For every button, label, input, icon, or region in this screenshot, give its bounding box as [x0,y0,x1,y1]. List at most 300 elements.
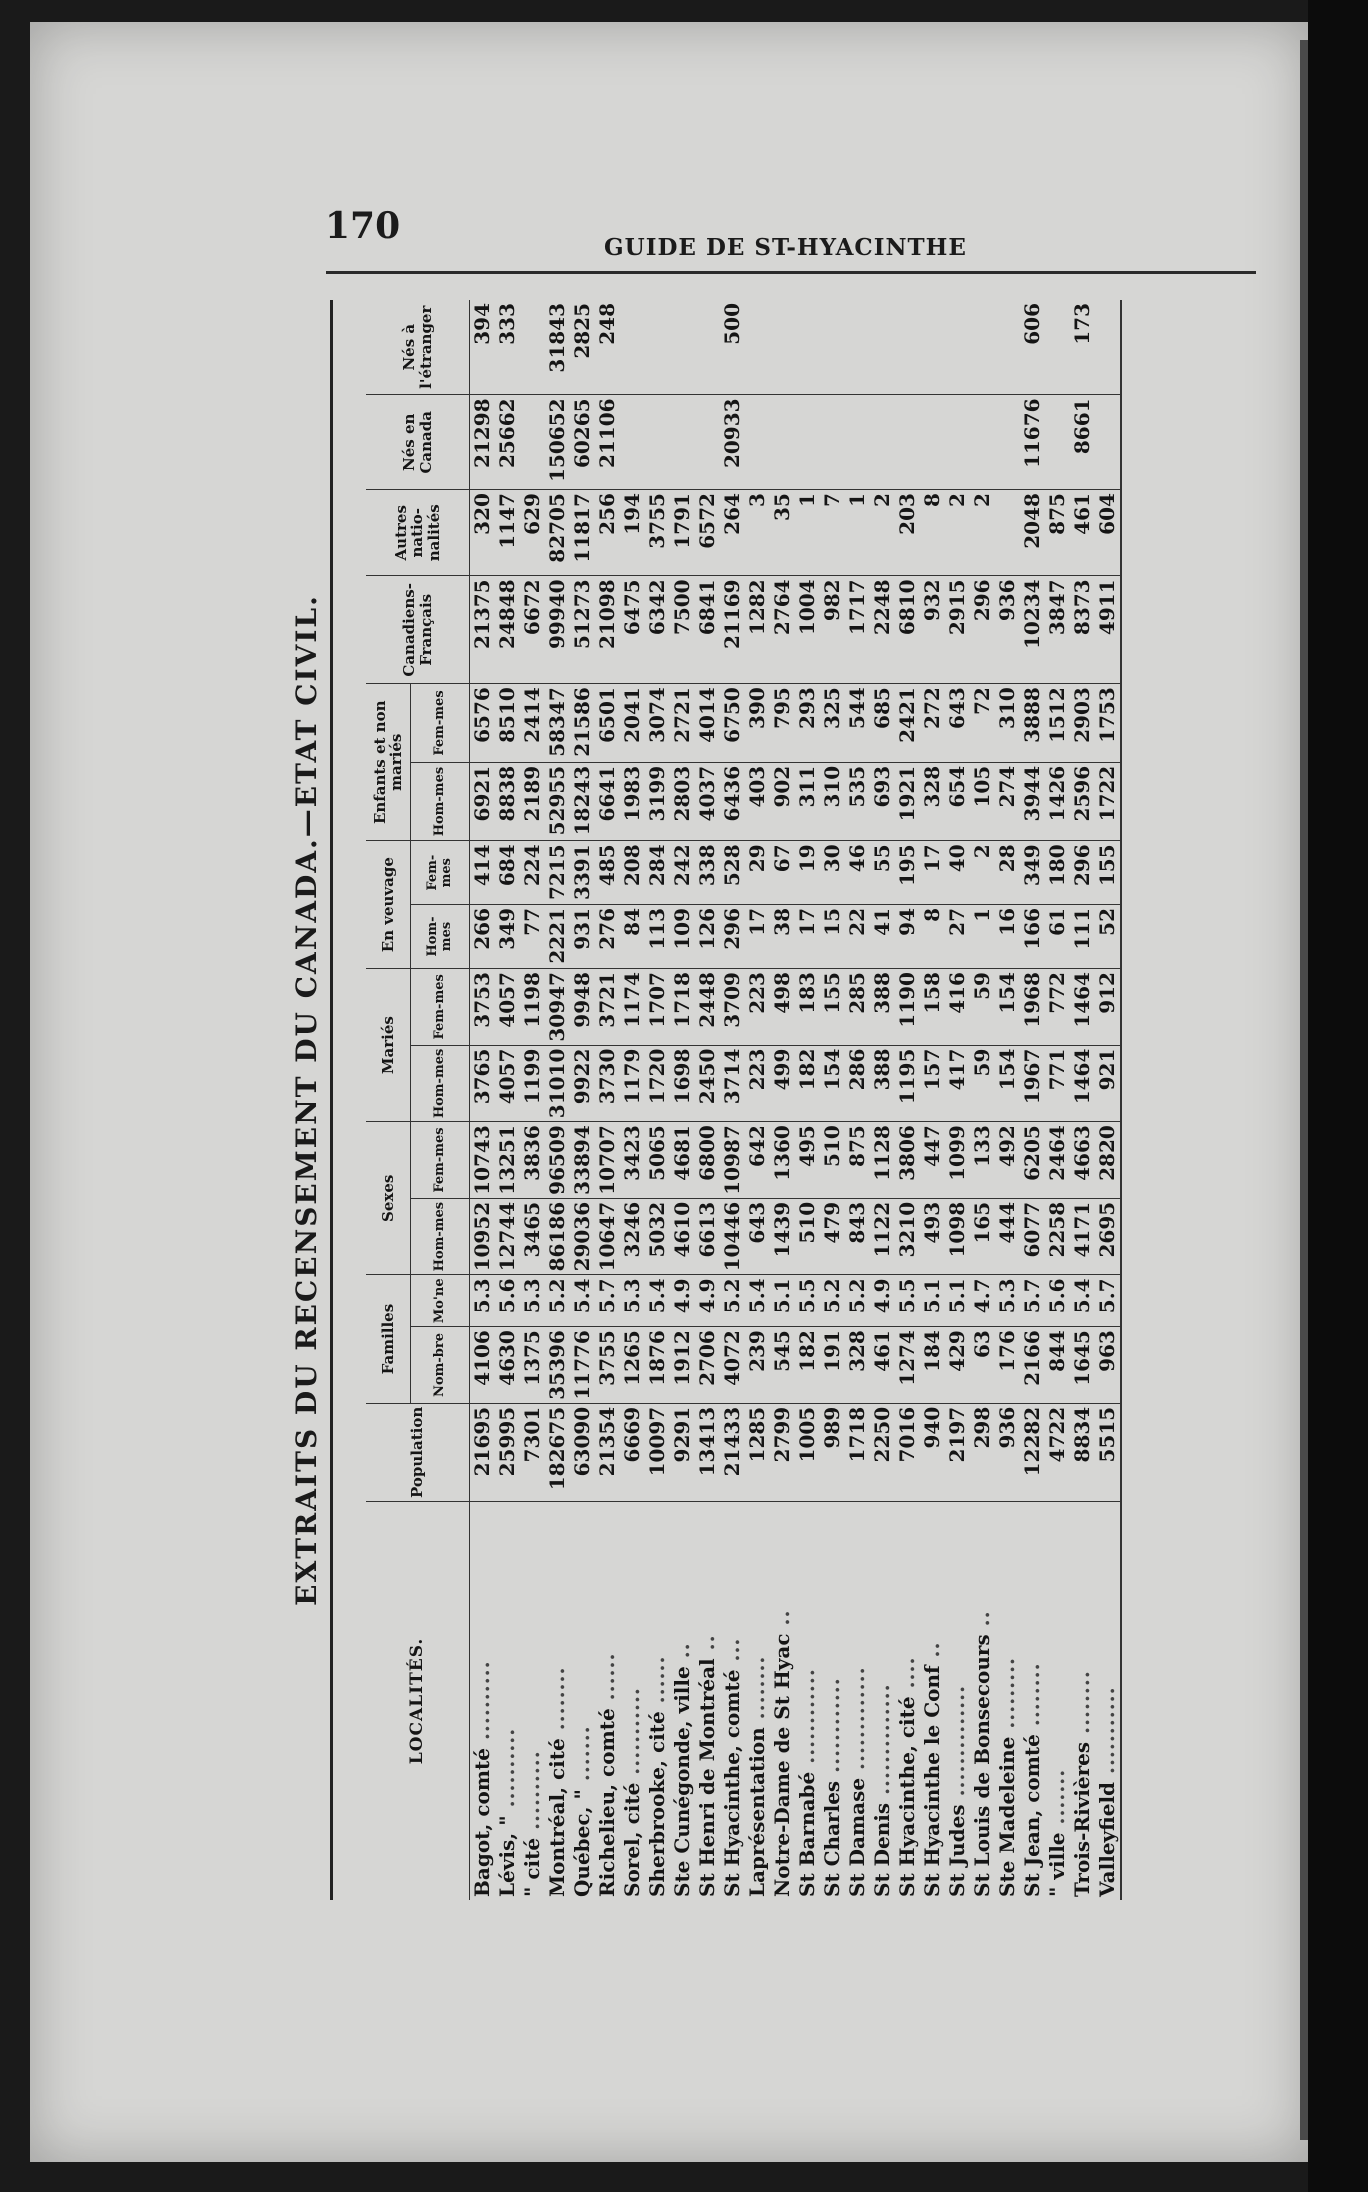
cell-familles-moyenne: 5.2 [720,1275,745,1327]
cell-population: 21433 [720,1403,745,1501]
cell-population: 4722 [1045,1403,1070,1501]
cell-sexes-hommes: 3465 [520,1198,545,1275]
cell-maries-hommes: 1698 [670,1045,695,1122]
cell-sexes-hommes: 10647 [595,1198,620,1275]
cell-autres-nationalites: 6572 [695,490,720,576]
cell-sexes-femmes: 875 [845,1122,870,1199]
census-table [366,300,1122,1900]
cell-sexes-femmes: 10743 [470,1122,496,1199]
table-row [770,300,795,1900]
cell-veuvage-femmes: 40 [945,841,970,905]
cell-familles-moyenne: 5.4 [1070,1275,1095,1327]
cell-localite: St Damase ............. [845,1666,869,1897]
cell-familles-moyenne: 4.7 [970,1275,995,1327]
cell-canadiens-francais: 4911 [1095,576,1121,684]
cell-maries-femmes: 3753 [470,969,496,1046]
cell-nes-etranger [745,300,770,395]
cell-veuvage-hommes: 17 [795,904,820,968]
cell-canadiens-francais: 21098 [595,576,620,684]
cell-familles-moyenne: 4.9 [695,1275,720,1327]
dot-leader: .. [695,1634,719,1659]
cell-enfants-hommes: 3944 [1020,762,1045,841]
header-nes-etranger: Nés à l'étranger [366,300,470,395]
cell-nes-etranger: 248 [595,300,620,395]
cell-nes-canada [895,395,920,490]
table-title: EXTRAITS DU RECENSEMENT DU CANADA.—ETAT CIVIL. [290,594,323,1606]
cell-sexes-femmes: 510 [820,1122,845,1199]
cell-nes-etranger: 333 [495,300,520,395]
cell-nes-canada [845,395,870,490]
cell-familles-moyenne: 5.3 [520,1275,545,1327]
cell-maries-hommes: 4057 [495,1045,520,1122]
header-sexes: Sexes [366,1122,411,1275]
dot-leader: .. [920,1641,944,1666]
cell-localite: St Charles ............ [820,1677,844,1897]
cell-veuvage-hommes: 61 [1045,904,1070,968]
cell-nes-etranger [520,300,545,395]
cell-maries-hommes: 2450 [695,1045,720,1122]
cell-enfants-hommes: 1722 [1095,762,1121,841]
cell-enfants-hommes: 310 [820,762,845,841]
cell-sexes-femmes: 3836 [520,1122,545,1199]
cell-veuvage-hommes: 15 [820,904,845,968]
cell-familles-nombre: 2166 [1020,1327,1045,1404]
cell-sexes-hommes: 12744 [495,1198,520,1275]
cell-autres-nationalites: 629 [520,490,545,576]
cell-autres-nationalites: 203 [895,490,920,576]
header-autres-nationalites: Autres natio-nalités [366,490,470,576]
cell-autres-nationalites: 11817 [570,490,595,576]
cell-veuvage-hommes: 266 [470,904,496,968]
cell-nes-canada [995,395,1020,490]
cell-maries-femmes: 3709 [720,969,745,1046]
cell-autres-nationalites: 35 [770,490,795,576]
cell-enfants-hommes: 105 [970,762,995,841]
cell-familles-nombre: 3755 [595,1327,620,1404]
cell-familles-moyenne: 5.1 [770,1275,795,1327]
cell-canadiens-francais: 982 [820,576,845,684]
cell-enfants-hommes: 1983 [620,762,645,841]
cell-veuvage-hommes: 349 [495,904,520,968]
cell-localite: Notre-Dame de St Hyac .. [770,1609,794,1897]
cell-veuvage-femmes: 3391 [570,841,595,905]
header-enfants-hommes: Hom-mes [411,762,470,841]
cell-sexes-hommes: 2695 [1095,1198,1121,1275]
cell-autres-nationalites: 2 [945,490,970,576]
cell-sexes-femmes: 96509 [545,1122,570,1199]
header-veuvage: En veuvage [366,841,411,969]
cell-familles-nombre: 4106 [470,1327,496,1404]
cell-veuvage-hommes: 52 [1095,904,1121,968]
cell-maries-femmes: 2448 [695,969,720,1046]
cell-familles-moyenne: 5.4 [570,1275,595,1327]
cell-localite: Laprésentation ........ [745,1655,769,1897]
cell-enfants-femmes: 1753 [1095,684,1121,763]
cell-nes-canada: 25662 [495,395,520,490]
cell-maries-femmes: 3721 [595,969,620,1046]
cell-familles-nombre: 4072 [720,1327,745,1404]
cell-localite: Sherbrooke, cité ...... [645,1655,669,1897]
cell-maries-femmes: 772 [1045,969,1070,1046]
cell-familles-moyenne: 5.5 [795,1275,820,1327]
cell-localite: St Barnabé ............ [795,1668,819,1897]
cell-nes-canada [620,395,645,490]
cell-sexes-hommes: 3210 [895,1198,920,1275]
cell-veuvage-hommes: 22 [845,904,870,968]
cell-veuvage-hommes: 111 [1070,904,1095,968]
cell-autres-nationalites: 194 [620,490,645,576]
cell-familles-moyenne: 4.9 [870,1275,895,1327]
cell-sexes-femmes: 1099 [945,1122,970,1199]
cell-veuvage-femmes: 528 [720,841,745,905]
cell-veuvage-hommes: 126 [695,904,720,968]
cell-veuvage-femmes: 414 [470,841,496,905]
cell-sexes-femmes: 10707 [595,1122,620,1199]
cell-veuvage-hommes: 276 [595,904,620,968]
cell-maries-femmes: 1174 [620,969,645,1046]
cell-veuvage-femmes: 7215 [545,841,570,905]
cell-enfants-hommes: 654 [945,762,970,841]
cell-localite: Valleyfield ........... [1095,1502,1121,1901]
cell-population: 2799 [770,1403,795,1501]
cell-veuvage-femmes: 284 [645,841,670,905]
dot-leader: ... [720,1637,744,1670]
cell-canadiens-francais: 932 [920,576,945,684]
cell-enfants-hommes: 2596 [1070,762,1095,841]
dot-leader: .......... [495,1727,519,1816]
cell-veuvage-femmes: 55 [870,841,895,905]
cell-maries-femmes: 1968 [1020,969,1045,1046]
cell-enfants-femmes: 2421 [895,684,920,763]
cell-maries-hommes: 9922 [570,1045,595,1122]
cell-enfants-femmes: 72 [970,684,995,763]
cell-canadiens-francais: 8373 [1070,576,1095,684]
cell-familles-nombre: 1265 [620,1327,645,1404]
running-head: GUIDE DE ST-HYACINTHE [604,234,967,261]
cell-enfants-femmes: 390 [745,684,770,763]
cell-canadiens-francais: 7500 [670,576,695,684]
cell-enfants-femmes: 3888 [1020,684,1045,763]
cell-familles-nombre: 4630 [495,1327,520,1404]
cell-canadiens-francais: 2764 [770,576,795,684]
cell-maries-femmes: 59 [970,969,995,1046]
table-row [670,300,695,1900]
cell-autres-nationalites: 461 [1070,490,1095,576]
header-familles: Familles [366,1275,411,1403]
cell-sexes-hommes: 5032 [645,1198,670,1275]
cell-enfants-femmes: 21586 [570,684,595,763]
cell-maries-hommes: 59 [970,1045,995,1122]
cell-nes-canada [945,395,970,490]
cell-nes-canada: 21298 [470,395,496,490]
cell-enfants-hommes: 3199 [645,762,670,841]
book-spine [1308,0,1368,2192]
cell-sexes-hommes: 444 [995,1198,1020,1275]
cell-population: 21695 [470,1403,496,1501]
cell-maries-hommes: 182 [795,1045,820,1122]
header-enfants-femmes: Fem-mes [411,684,470,763]
cell-enfants-femmes: 544 [845,684,870,763]
table-row [995,300,1020,1900]
cell-localite: Montréal, cité ........ [545,1666,569,1897]
dot-leader: ......... [995,1656,1019,1737]
cell-nes-canada [820,395,845,490]
cell-population: 1285 [745,1403,770,1501]
dot-leader: ............ [820,1677,844,1781]
cell-familles-nombre: 844 [1045,1327,1070,1404]
cell-autres-nationalites: 875 [1045,490,1070,576]
cell-localite: Bagot, comté .......... [470,1660,494,1897]
cell-population: 25995 [495,1403,520,1501]
cell-veuvage-hommes: 16 [995,904,1020,968]
cell-population: 63090 [570,1403,595,1501]
cell-canadiens-francais: 2248 [870,576,895,684]
dot-leader: ............. [845,1666,869,1778]
table-row [645,300,670,1900]
cell-enfants-hommes: 8838 [495,762,520,841]
cell-nes-etranger [970,300,995,395]
cell-maries-femmes: 154 [995,969,1020,1046]
cell-population: 298 [970,1403,995,1501]
dot-leader: .. [670,1642,694,1667]
cell-nes-etranger [845,300,870,395]
cell-localite: St Jean, comté ........ [1020,1662,1044,1897]
cell-enfants-hommes: 6641 [595,762,620,841]
cell-enfants-hommes: 274 [995,762,1020,841]
cell-veuvage-hommes: 8 [920,904,945,968]
cell-enfants-hommes: 328 [920,762,945,841]
cell-maries-femmes: 155 [820,969,845,1046]
cell-localite: " ville ....... [1045,1768,1069,1897]
cell-sexes-hommes: 1122 [870,1198,895,1275]
cell-nes-etranger [895,300,920,395]
header-maries-hommes: Hom-mes [411,1045,470,1122]
dot-leader: .. [770,1609,794,1634]
dot-leader: .. [970,1610,994,1635]
cell-familles-moyenne: 5.3 [470,1275,496,1327]
cell-autres-nationalites: 8 [920,490,945,576]
cell-sexes-femmes: 33894 [570,1122,595,1199]
cell-veuvage-hommes: 77 [520,904,545,968]
dot-leader: .... [895,1656,919,1697]
cell-canadiens-francais: 21375 [470,576,496,684]
cell-localite: Québec, " ....... [570,1725,594,1897]
cell-veuvage-femmes: 17 [920,841,945,905]
table-row [695,300,720,1900]
cell-population: 10097 [645,1403,670,1501]
cell-sexes-hommes: 4610 [670,1198,695,1275]
cell-sexes-femmes: 4681 [670,1122,695,1199]
cell-nes-etranger [795,300,820,395]
cell-familles-moyenne: 5.3 [995,1275,1020,1327]
cell-localite: St Henri de Montréal .. [695,1634,719,1897]
cell-nes-canada: 150652 [545,395,570,490]
cell-veuvage-hommes: 38 [770,904,795,968]
cell-veuvage-femmes: 684 [495,841,520,905]
header-enfants: Enfants et non mariés [366,684,411,841]
cell-veuvage-femmes: 2 [970,841,995,905]
cell-enfants-hommes: 311 [795,762,820,841]
cell-enfants-hommes: 18243 [570,762,595,841]
cell-nes-canada [695,395,720,490]
cell-sexes-hommes: 2258 [1045,1198,1070,1275]
header-veuvage-hommes: Hom-mes [411,904,470,968]
cell-veuvage-femmes: 485 [595,841,620,905]
cell-veuvage-femmes: 155 [1095,841,1121,905]
table-row [745,300,770,1900]
cell-familles-nombre: 328 [845,1327,870,1404]
cell-nes-etranger [670,300,695,395]
header-nes-canada: Nés en Canada [366,395,470,490]
cell-familles-moyenne: 5.3 [620,1275,645,1327]
cell-maries-femmes: 285 [845,969,870,1046]
cell-sexes-hommes: 1439 [770,1198,795,1275]
cell-autres-nationalites: 3 [745,490,770,576]
cell-sexes-hommes: 6613 [695,1198,720,1275]
dot-leader: ........ [1070,1670,1094,1742]
cell-canadiens-francais: 6810 [895,576,920,684]
cell-enfants-hommes: 902 [770,762,795,841]
cell-population: 1005 [795,1403,820,1501]
header-population: Population [366,1403,470,1501]
header-veuvage-femmes: Fem-mes [411,841,470,905]
header-rule [326,271,1256,274]
cell-enfants-hommes: 6436 [720,762,745,841]
cell-maries-hommes: 3730 [595,1045,620,1122]
cell-sexes-femmes: 3423 [620,1122,645,1199]
cell-nes-canada [1045,395,1070,490]
cell-nes-canada [920,395,945,490]
cell-enfants-femmes: 685 [870,684,895,763]
cell-localite: " cité .......... [520,1750,544,1897]
cell-nes-etranger [695,300,720,395]
cell-veuvage-femmes: 195 [895,841,920,905]
header-canadiens-francais: Canadiens-Français [366,576,470,684]
cell-canadiens-francais: 936 [995,576,1020,684]
table-row [1070,300,1095,1900]
cell-canadiens-francais: 2915 [945,576,970,684]
cell-familles-moyenne: 5.7 [595,1275,620,1327]
cell-enfants-hommes: 52955 [545,762,570,841]
cell-sexes-hommes: 6077 [1020,1198,1045,1275]
title-rule [330,300,333,1900]
cell-nes-etranger [995,300,1020,395]
cell-nes-canada [520,395,545,490]
table-row [520,300,545,1900]
cell-localite: St Hyacinthe, comté ... [720,1637,744,1897]
cell-familles-nombre: 191 [820,1327,845,1404]
dot-leader: ........ [545,1666,569,1739]
dot-leader: ........ [745,1655,769,1728]
header-sexes-hommes: Hom-mes [411,1198,470,1275]
table-row [970,300,995,1900]
dot-leader: ............ [795,1668,819,1772]
cell-population: 12282 [1020,1403,1045,1501]
cell-autres-nationalites: 1147 [495,490,520,576]
cell-maries-femmes: 388 [870,969,895,1046]
cell-maries-hommes: 388 [870,1045,895,1122]
cell-enfants-hommes: 403 [745,762,770,841]
cell-enfants-hommes: 1921 [895,762,920,841]
cell-veuvage-hommes: 41 [870,904,895,968]
table-row [795,300,820,1900]
cell-familles-moyenne: 5.6 [1045,1275,1070,1327]
cell-veuvage-hommes: 94 [895,904,920,968]
cell-enfants-femmes: 2414 [520,684,545,763]
header-localites: LOCALITÉS. [366,1502,470,1901]
table-row [720,300,745,1900]
cell-maries-hommes: 417 [945,1045,970,1122]
cell-localite: Richelieu, comté ...... [595,1652,619,1897]
cell-maries-femmes: 158 [920,969,945,1046]
cell-localite: Lévis, " .......... [495,1727,519,1897]
cell-sexes-femmes: 495 [795,1122,820,1199]
table-row [620,300,645,1900]
page-number: 170 [325,205,401,247]
cell-sexes-femmes: 13251 [495,1122,520,1199]
table-row [570,300,595,1900]
cell-maries-hommes: 921 [1095,1045,1121,1122]
cell-veuvage-femmes: 208 [620,841,645,905]
dot-leader: ...... [595,1652,619,1709]
cell-canadiens-francais: 51273 [570,576,595,684]
cell-veuvage-femmes: 28 [995,841,1020,905]
cell-maries-femmes: 223 [745,969,770,1046]
cell-localite: St Judes .............. [945,1684,969,1897]
cell-sexes-femmes: 6800 [695,1122,720,1199]
cell-nes-etranger: 2825 [570,300,595,395]
cell-nes-canada [1095,395,1121,490]
cell-veuvage-hommes: 27 [945,904,970,968]
cell-familles-nombre: 176 [995,1327,1020,1404]
cell-familles-moyenne: 5.2 [845,1275,870,1327]
cell-enfants-femmes: 6576 [470,684,496,763]
cell-canadiens-francais: 6342 [645,576,670,684]
cell-nes-canada [795,395,820,490]
cell-veuvage-femmes: 29 [745,841,770,905]
cell-familles-moyenne: 5.7 [1095,1275,1121,1327]
cell-sexes-hommes: 29036 [570,1198,595,1275]
cell-enfants-femmes: 325 [820,684,845,763]
cell-nes-canada [745,395,770,490]
cell-nes-etranger [870,300,895,395]
cell-population: 13413 [695,1403,720,1501]
census-table-body [470,300,1122,1900]
header-familles-nombre: Nom-bre [411,1327,470,1404]
cell-nes-etranger: 31843 [545,300,570,395]
cell-nes-canada [670,395,695,490]
cell-enfants-hommes: 4037 [695,762,720,841]
cell-population: 989 [820,1403,845,1501]
cell-enfants-hommes: 1426 [1045,762,1070,841]
cell-nes-etranger [620,300,645,395]
cell-population: 8834 [1070,1403,1095,1501]
dot-leader: ........... [1095,1686,1119,1782]
cell-sexes-femmes: 2820 [1095,1122,1121,1199]
cell-familles-nombre: 1274 [895,1327,920,1404]
cell-nes-canada [645,395,670,490]
cell-nes-canada: 60265 [570,395,595,490]
cell-veuvage-hommes: 931 [570,904,595,968]
cell-canadiens-francais: 24848 [495,576,520,684]
cell-maries-hommes: 1179 [620,1045,645,1122]
cell-sexes-hommes: 165 [970,1198,995,1275]
cell-enfants-femmes: 643 [945,684,970,763]
cell-familles-nombre: 1912 [670,1327,695,1404]
cell-veuvage-hommes: 296 [720,904,745,968]
cell-sexes-hommes: 10446 [720,1198,745,1275]
cell-nes-canada: 8661 [1070,395,1095,490]
